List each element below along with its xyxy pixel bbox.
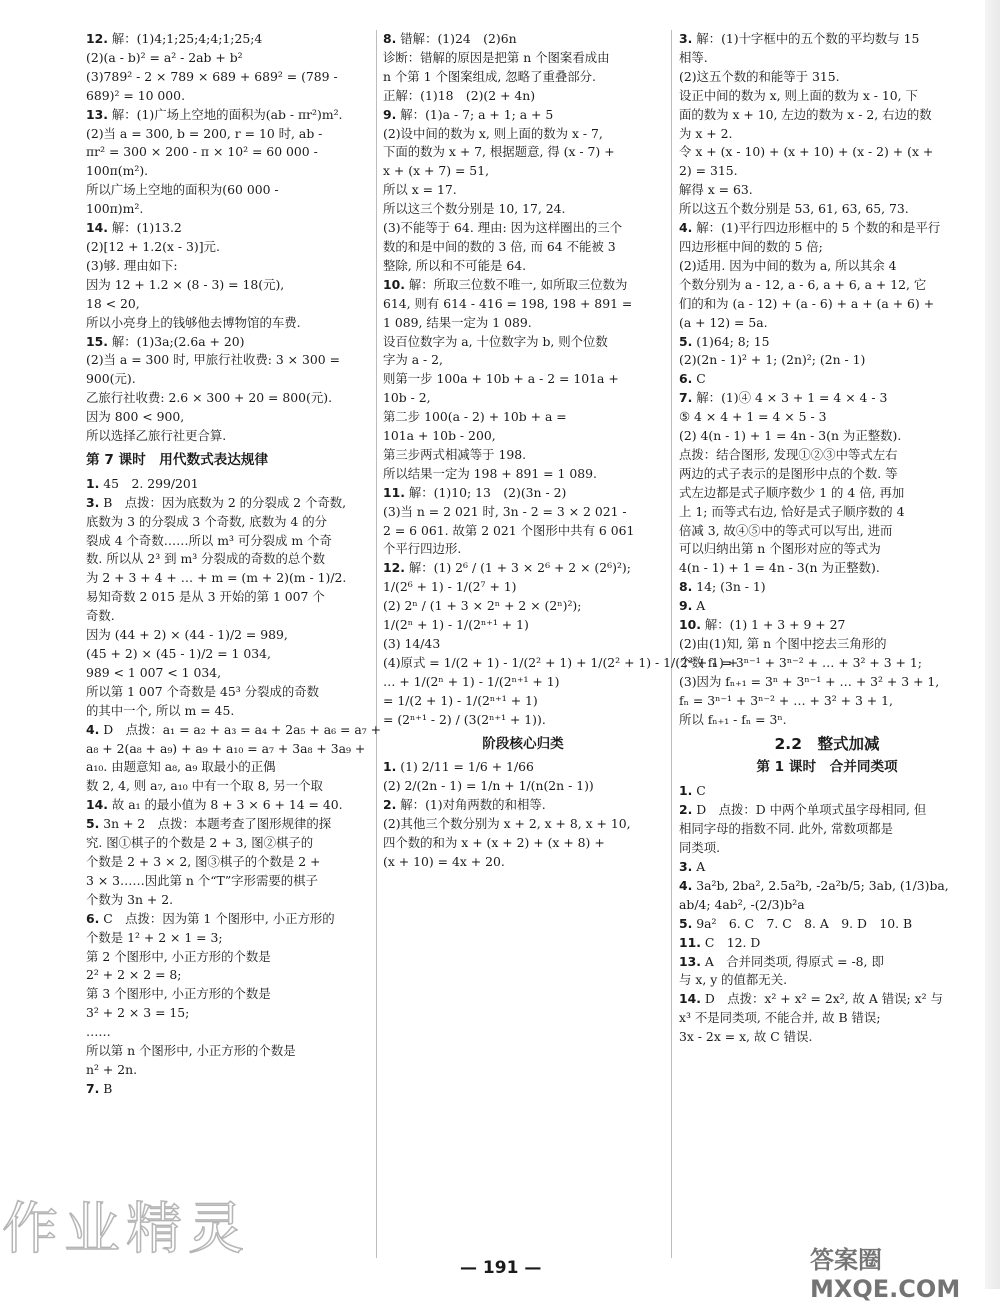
answer-line: 为 x + 2. [679, 125, 733, 141]
answer-line: 个数为 3n + 2. [86, 891, 174, 907]
answer-line: 为 2 + 3 + 4 + … + m = (m + 2)(m - 1)/2. [86, 570, 347, 586]
answer-line: 11. 解：(1)10; 13 (2)(3n - 2) [383, 484, 567, 500]
answer-line: 1. 45 2. 299/201 [86, 475, 199, 491]
answer-line: 1. C [679, 783, 706, 799]
answer-line: 与 x, y 的值都无关. [679, 972, 788, 988]
answer-line: 7. 解：(1)④ 4 × 3 + 1 = 4 × 4 - 3 [679, 390, 888, 406]
section-title-2-2: 2.2 整式加减 [774, 734, 880, 753]
answer-line: (2)这五个数的和能等于 315. [679, 68, 840, 84]
answer-line: 4. D 点拨：a₁ = a₂ + a₃ = a₄ + 2a₅ + a₆ = a₇ + [86, 721, 382, 737]
section-title-lesson7: 第 7 课时 用代数式表达规律 [86, 451, 269, 468]
answer-line: 奇数. [86, 608, 115, 624]
answer-line: 6. C [679, 371, 706, 387]
answer-line: (2) 2/(2n - 1) = 1/n + 1/(n(2n - 1)) [383, 778, 594, 794]
answer-line: (2)(a - b)² = a² - 2ab + b² [86, 49, 243, 65]
answer-line: 所以结果一定为 198 + 891 = 1 089. [383, 465, 597, 481]
column-divider [376, 30, 377, 1258]
answer-line: 2 = 6 061. 故第 2 021 个图形中共有 6 061 [383, 522, 635, 538]
answer-line: 1 089, 结果一定为 1 089. [383, 314, 532, 330]
answer-line: a₈ + 2(a₈ + a₉) + a₉ + a₁₀ = a₇ + 3a₈ + 3a₉ + [86, 740, 366, 756]
answer-line: x³ 不是同类项, 不能合并, 故 B 错误; [679, 1010, 881, 1026]
answer-line: 底数为 3 的分裂成 3 个奇数, 底数为 4 的分 [86, 513, 328, 529]
answer-line: 设百位数字为 a, 十位数字为 b, 则个位数 [383, 333, 608, 349]
answer-line: (2) 4(n - 1) + 1 = 4n - 3(n 为正整数). [679, 428, 902, 444]
answer-line: (2)当 a = 300, b = 200, r = 10 时, ab - [86, 125, 323, 141]
answer-line: 个数是 1² + 2 × 1 = 3; [86, 929, 223, 945]
answer-line: 式左边都是式子顺序数少 1 的 4 倍, 再加 [679, 484, 905, 500]
answer-line: 2² + 2 × 2 = 8; [86, 967, 182, 983]
answer-line: (2)适用. 因为中间的数为 a, 所以其余 4 [679, 257, 897, 273]
answer-line: 数 2, 4, 则 a₇, a₁₀ 中有一个取 8, 另一个取 [86, 778, 323, 794]
answer-line: (2)由(1)知, 第 n 个图中挖去三角形的 [679, 636, 887, 651]
answer-line: 乙旅行社收费: 2.6 × 300 + 20 = 800(元). [86, 390, 333, 406]
answer-line: 100π)m². [86, 201, 144, 217]
answer-line: 所以选择乙旅行社更合算. [86, 428, 227, 444]
answer-line: 3. B 点拨：因为底数为 2 的分裂成 2 个奇数, [86, 494, 347, 510]
answer-line: 10. 解：(1) 1 + 3 + 9 + 27 [679, 617, 846, 633]
answer-line: 们的和为 (a - 12) + (a - 6) + a + (a + 6) + [679, 295, 935, 311]
answer-line: 所以这三个数分别是 10, 17, 24. [383, 201, 566, 217]
answer-line: 所以这五个数分别是 53, 61, 63, 65, 73. [679, 201, 909, 217]
answer-line: 易知奇数 2 015 是从 3 开始的第 1 007 个 [86, 589, 325, 605]
answer-line: 所以第 n 个图形中, 小正方形的个数是 [86, 1043, 296, 1059]
answer-line: 101a + 10b - 200, [383, 428, 496, 444]
answer-line: 3 × 3……因此第 n 个“T”字形需要的棋子 [86, 872, 318, 888]
left-answer-block-2 [86, 475, 382, 1099]
column-divider [671, 30, 672, 1258]
answer-line: 可以归纳出第 n 个图形对应的等式为 [679, 541, 881, 557]
answer-line: 1/(2ⁿ + 1) - 1/(2ⁿ⁺¹ + 1) [383, 617, 529, 633]
answer-line: (3)当 n = 2 021 时, 3n - 2 = 3 × 2 021 - [383, 503, 627, 519]
answer-line: 面的数为 x + 10, 左边的数为 x - 2, 右边的数 [679, 106, 932, 122]
answer-line: 四边形框中间的数的 5 倍; [679, 238, 823, 254]
answer-line: 2) = 315. [679, 163, 738, 179]
answer-line: 7. B [86, 1080, 113, 1096]
answer-line: 13. A 合并同类项, 得原式 = -8, 即 [679, 953, 884, 969]
answer-line: 个数是 2 + 3 × 2, 图③棋子的个数是 2 + [86, 853, 321, 869]
answer-line: 第二步 100(a - 2) + 10b + a = [383, 409, 567, 425]
answer-line: 同类项. [679, 840, 721, 856]
answer-line: (x + 10) = 4x + 20. [383, 853, 505, 869]
answer-line: n² + 2n. [86, 1061, 138, 1077]
answer-line: 11. C 12. D [679, 934, 761, 950]
answer-line: 3. A [679, 858, 706, 874]
answer-line: 4(n - 1) + 1 = 4n - 3(n 为正整数). [679, 560, 880, 576]
section-title-lesson1: 第 1 课时 合并同类项 [756, 759, 898, 776]
answer-line: (2)当 a = 300 时, 甲旅行社收费: 3 × 300 = [86, 352, 340, 368]
answer-line: 14. 故 a₁ 的最小值为 8 + 3 × 6 + 14 = 40. [86, 797, 343, 813]
answer-line: 个数 fₙ = 3ⁿ⁻¹ + 3ⁿ⁻² + … + 3² + 3 + 1; [679, 654, 922, 670]
answer-line: 8. 错解：(1)24 (2)6n [383, 31, 517, 46]
answer-line: 两边的式子表示的是图形中点的个数. 等 [679, 465, 898, 481]
answer-line: 个数分别为 a - 12, a - 6, a + 6, a + 12, 它 [679, 276, 927, 292]
answer-line: 下面的数为 x + 7, 根据题意, 得 (x - 7) + [383, 144, 615, 160]
answer-line: 数. 所以从 2³ 到 m³ 分裂成的奇数的总个数 [86, 551, 326, 567]
answer-line: 相等. [679, 49, 708, 65]
answer-line: 8. 14; (3n - 1) [679, 579, 766, 595]
answer-line: 9. 解：(1)a - 7; a + 1; a + 5 [383, 106, 554, 122]
answer-line: … + 1/(2ⁿ + 1) - 1/(2ⁿ⁺¹ + 1) [383, 673, 560, 689]
answer-line: 所以 x = 17. [383, 182, 457, 198]
answer-line: 因为 (44 + 2) × (44 - 1)/2 = 989, [86, 627, 288, 643]
answer-line: 18 < 20, [86, 295, 140, 311]
answer-line: 5. 9a² 6. C 7. C 8. A 9. D 10. B [679, 915, 913, 931]
page-number: — 191 — [460, 1258, 542, 1278]
answer-line: 诊断：错解的原因是把第 n 个图案看成由 [383, 49, 610, 65]
answer-line: 四个数的和为 x + (x + 2) + (x + 8) + [383, 835, 605, 851]
answer-line: (2)其他三个数分别为 x + 2, x + 8, x + 10, [383, 816, 631, 832]
answer-line: fₙ = 3ⁿ⁻¹ + 3ⁿ⁻² + … + 3² + 3 + 1, [679, 692, 893, 708]
answer-line: 因为 800 < 900, [86, 409, 185, 425]
answer-line: πr² = 300 × 200 - π × 10² = 60 000 - [86, 144, 318, 160]
answer-line: 9. A [679, 598, 706, 614]
watermark-site: 答案圈 MXQE.COM [810, 1246, 961, 1303]
answer-line: 点拨：结合图形, 发现①②③中等式左右 [679, 446, 898, 462]
answer-line: 2. D 点拨：D 中两个单项式虽字母相同, 但 [679, 802, 927, 818]
answer-line: (45 + 2) × (45 - 1)/2 = 1 034, [86, 646, 271, 661]
answer-line: 第 2 个图形中, 小正方形的个数是 [86, 948, 271, 964]
answer-line: n 个第 1 个图案组成, 忽略了重叠部分. [383, 68, 596, 84]
answer-line: 设正中间的数为 x, 则上面的数为 x - 10, 下 [679, 87, 918, 103]
answer-line: 字为 a - 2, [383, 352, 443, 368]
answer-line: (2)设中间的数为 x, 则上面的数为 x - 7, [383, 125, 603, 141]
answer-line: 相同字母的指数不同. 此外, 常数项都是 [679, 821, 894, 837]
answer-line: x + (x + 7) = 51, [383, 163, 490, 179]
right-answer-block [679, 30, 975, 730]
answer-line: 12. 解：(1)4;1;25;4;4;1;25;4 [86, 31, 263, 46]
answer-line: ab/4; 4ab², -(2/3)b²a [679, 896, 805, 912]
answer-line: (3)789² - 2 × 789 × 689 + 689² = (789 - [86, 68, 338, 84]
left-column [86, 30, 382, 1250]
answer-line: 令 x + (x - 10) + (x + 10) + (x - 2) + (x + [679, 144, 934, 160]
right-column [679, 30, 975, 1250]
answer-line: …… [86, 1024, 111, 1040]
answer-line: 6. C 点拨：因为第 1 个图形中, 小正方形的 [86, 910, 335, 926]
answer-line: 1. (1) 2/11 = 1/6 + 1/66 [383, 759, 534, 775]
answer-line: (3)因为 fₙ₊₁ = 3ⁿ + 3ⁿ⁻¹ + … + 3² + 3 + 1, [679, 673, 940, 689]
answer-line: 900(元). [86, 371, 136, 387]
answer-line: 倍减 3, 故④⑤中的等式可以写出, 进而 [679, 522, 893, 538]
answer-line: 的其中一个, 所以 m = 45. [86, 702, 235, 718]
answer-line: 正解：(1)18 (2)(2 + 4n) [383, 87, 536, 103]
answer-line: 所以小亮身上的钱够他去博物馆的车费. [86, 314, 301, 330]
answer-line: 13. 解：(1)广场上空地的面积为(ab - πr²)m². [86, 106, 343, 122]
left-answer-block [86, 30, 370, 446]
answer-line: 10b - 2, [383, 390, 431, 406]
answer-line: (3)不能等于 64. 理由: 因为这样圈出的三个 [383, 220, 623, 236]
answer-line: 3² + 2 × 3 = 15; [86, 1005, 190, 1021]
answer-line: (2)(2n - 1)² + 1; (2n)²; (2n - 1) [679, 352, 866, 368]
answer-line: 因为 12 + 1.2 × (8 - 3) = 18(元), [86, 276, 285, 292]
answer-line: a₁₀. 由题意知 a₈, a₉ 取最小的正偶 [86, 759, 276, 775]
right-answer-block-2 [679, 782, 975, 1047]
answer-line: 所以 fₙ₊₁ - fₙ = 3ⁿ. [679, 711, 787, 727]
answer-line: 1/(2⁶ + 1) - 1/(2⁷ + 1) [383, 579, 517, 595]
answer-line: = 1/(2 + 1) - 1/(2ⁿ⁺¹ + 1) [383, 692, 538, 708]
answer-line: 14. D 点拨：x² + x² = 2x², 故 A 错误; x² 与 [679, 991, 943, 1007]
answer-line: 2. 解：(1)对角两数的和相等. [383, 797, 546, 813]
answer-line: 10. 解：所取三位数不唯一, 如所取三位数为 [383, 276, 628, 292]
answer-line: (2) 2ⁿ / (1 + 3 × 2ⁿ + 2 × (2ⁿ)²); [383, 598, 582, 614]
answer-line: 整除, 所以和不可能是 64. [383, 257, 527, 273]
answer-line: 所以广场上空地的面积为(60 000 - [86, 182, 279, 198]
answer-line: (3) 14/43 [383, 636, 441, 651]
answer-line: (4)原式 = 1/(2 + 1) - 1/(2² + 1) + 1/(2² + 1) - 1/(2³ + 1) + [383, 654, 739, 670]
answer-line: 614, 则有 614 - 416 = 198, 198 + 891 = [383, 295, 633, 311]
answer-line: 数的和是中间的数的 3 倍, 而 64 不能被 3 [383, 238, 616, 254]
answer-line: 上 1; 而等式右边, 恰好是式子顺序数的 4 [679, 503, 905, 519]
answer-line: 689)² = 10 000. [86, 87, 186, 103]
answer-line: 究. 图①棋子的个数是 2 + 3, 图②棋子的 [86, 835, 314, 851]
answer-line: ⑤ 4 × 4 + 1 = 4 × 5 - 3 [679, 409, 827, 425]
answer-line: 3x - 2x = x, 故 C 错误. [679, 1029, 813, 1045]
answer-line: 4. 解：(1)平行四边形框中的 5 个数的和是平行 [679, 220, 941, 236]
answer-line: 4. 3a²b, 2ba², 2.5a²b, -2a²b/5; 3ab, (1/3)ba, [679, 877, 949, 893]
answer-line: 12. 解：(1) 2⁶ / (1 + 3 × 2⁶ + 2 × (2⁶)²); [383, 560, 631, 576]
answer-line: 3. 解：(1)十字框中的五个数的平均数与 15 [679, 31, 920, 46]
answer-line: = (2ⁿ⁺¹ - 2) / (3(2ⁿ⁺¹ + 1)). [383, 711, 546, 727]
answer-line: 14. 解：(1)13.2 [86, 220, 182, 236]
answer-line: 5. (1)64; 8; 15 [679, 333, 770, 349]
answer-line: 5. 3n + 2 点拨：本题考查了图形规律的探 [86, 816, 332, 832]
watermark-logo: 作业精灵 [2, 1197, 250, 1262]
page-edge-strip [985, 0, 1000, 1289]
section-title-stage-summary: 阶段核心归类 [482, 735, 564, 752]
answer-line: 989 < 1 007 < 1 034, [86, 664, 222, 680]
answer-line: 第三步两式相减等于 198. [383, 446, 527, 462]
middle-answer-block-2 [383, 758, 663, 871]
answer-line: 所以第 1 007 个奇数是 45³ 分裂成的奇数 [86, 683, 320, 699]
answer-line: 解得 x = 63. [679, 182, 753, 198]
answer-line: 100π(m²). [86, 163, 149, 179]
answer-line: 则第一步 100a + 10b + a - 2 = 101a + [383, 371, 619, 387]
answer-line: (a + 12) = 5a. [679, 314, 768, 330]
answer-line: 15. 解：(1)3a;(2.6a + 20) [86, 333, 245, 349]
answer-line: (3)够. 理由如下: [86, 257, 178, 273]
answer-line: 裂成 4 个奇数……所以 m³ 可分裂成 m 个奇 [86, 532, 332, 548]
answer-line: 个平行四边形. [383, 541, 462, 557]
answer-line: 第 3 个图形中, 小正方形的个数是 [86, 986, 271, 1002]
answer-line: (2)[12 + 1.2(x - 3)]元. [86, 238, 220, 254]
